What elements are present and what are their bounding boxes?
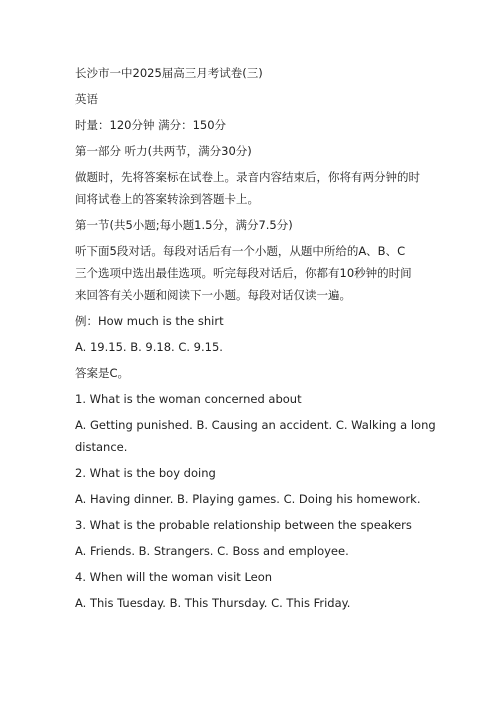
exam-title: 长沙市一中2025届高三月考试卷(三) <box>75 66 263 80</box>
question-1-options: A. Getting punished. B. Causing an accident. C. Walking a long <box>75 418 436 432</box>
section1-instructions-line: 来回答有关小题和阅读下一小题。每段对话仅读一遍。 <box>75 288 351 302</box>
instructions-line: 做题时，先将答案标在试卷上。录音内容结束后，你将有两分钟的时 <box>75 170 420 184</box>
question-1-options: distance. <box>75 440 128 454</box>
question-2-options: A. Having dinner. B. Playing games. C. Doing his homework. <box>75 492 421 506</box>
example-answer: 答案是C。 <box>75 366 130 380</box>
instructions-line: 间将试卷上的答案转涂到答题卡上。 <box>75 192 259 206</box>
section1-heading: 第一节(共5小题;每小题1.5分，满分7.5分) <box>75 218 293 232</box>
document-body <box>75 62 436 614</box>
question-1: 1. What is the woman concerned about <box>75 392 302 406</box>
question-3-options: A. Friends. B. Strangers. C. Boss and employee. <box>75 544 349 558</box>
section1-instructions-line: 听下面5段对话。每段对话后有一个小题，从题中所给的A、B、C <box>75 244 406 258</box>
question-4-options: A. This Tuesday. B. This Thursday. C. This Friday. <box>75 596 351 610</box>
example-options: A. 19.15. B. 9.18. C. 9.15. <box>75 340 223 354</box>
example-question: 例：How much is the shirt <box>75 314 224 328</box>
part1-heading: 第一部分 听力(共两节，满分30分) <box>75 144 252 158</box>
question-3: 3. What is the probable relationship between the speakers <box>75 518 412 532</box>
section1-instructions-line: 三个选项中选出最佳选项。听完每段对话后，你都有10秒钟的时间 <box>75 266 412 280</box>
subject-label: 英语 <box>75 92 98 106</box>
question-2: 2. What is the boy doing <box>75 466 216 480</box>
question-4: 4. When will the woman visit Leon <box>75 570 273 584</box>
time-score-line: 时量：120分钟 满分：150分 <box>75 118 227 132</box>
